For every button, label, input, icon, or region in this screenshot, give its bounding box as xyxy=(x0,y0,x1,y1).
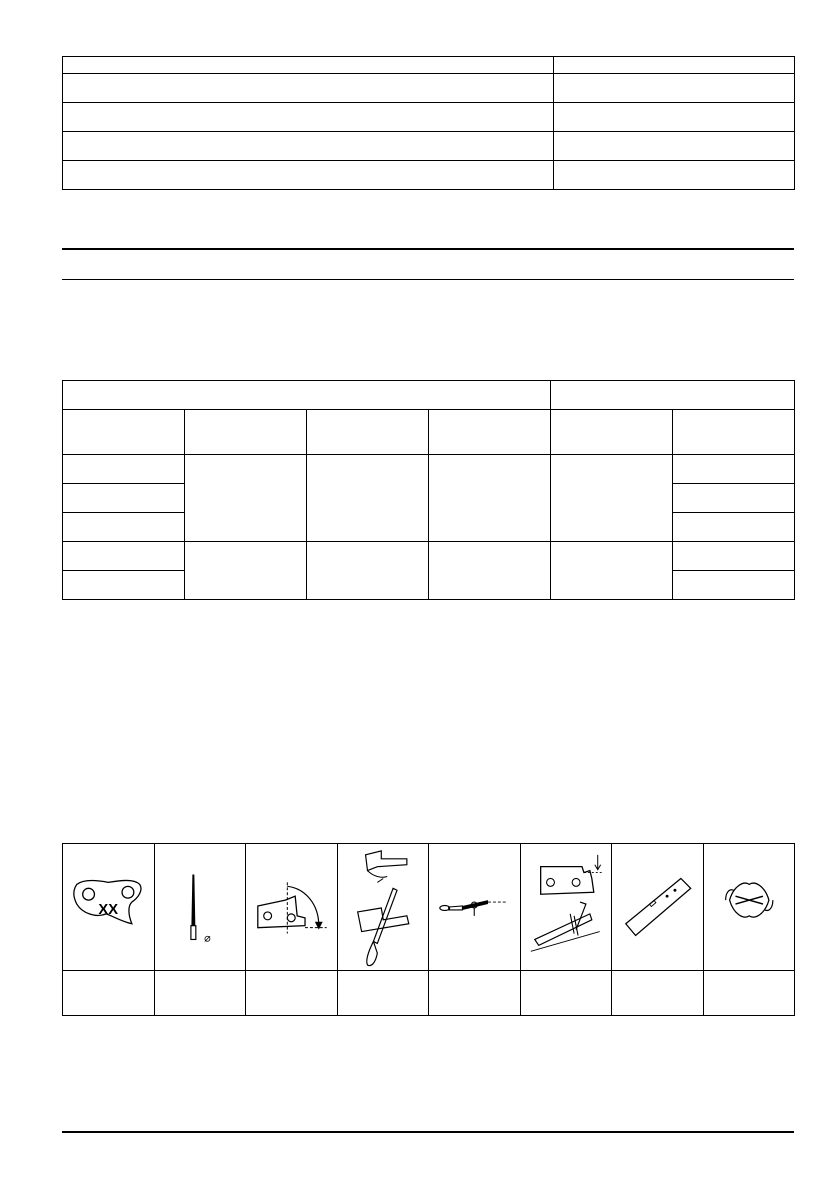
table-header-cell xyxy=(673,410,795,455)
table-cell xyxy=(551,542,673,600)
table-cell xyxy=(63,57,554,74)
diameter-symbol: ⌀ xyxy=(203,932,211,945)
depth-gauge-icon xyxy=(521,844,612,970)
table-cell xyxy=(63,455,185,484)
footer-rule xyxy=(62,1131,794,1133)
table-cell xyxy=(551,455,673,542)
round-file-icon xyxy=(155,844,246,970)
table-cell xyxy=(63,542,185,571)
table-header-cell xyxy=(63,410,185,455)
table-cell xyxy=(554,74,795,103)
table-header-cell xyxy=(63,381,551,410)
table-cell xyxy=(246,971,338,1016)
table-cell xyxy=(429,542,551,600)
table-header-cell xyxy=(551,410,673,455)
gauge-tool-icon xyxy=(63,844,154,970)
table-cell xyxy=(185,542,307,600)
table-cell xyxy=(673,455,795,484)
table-header-cell xyxy=(429,410,551,455)
chain-spec-table xyxy=(62,380,795,600)
table-cell xyxy=(554,132,795,161)
table-cell xyxy=(673,542,795,571)
table-cell xyxy=(520,971,612,1016)
tool-cell xyxy=(703,844,795,971)
tool-cell xyxy=(337,844,429,971)
table-cell xyxy=(554,57,795,74)
table-header-cell xyxy=(185,410,307,455)
table-cell xyxy=(154,971,246,1016)
table-cell xyxy=(554,161,795,190)
table-cell xyxy=(307,455,429,542)
spec-table xyxy=(62,56,795,190)
table-cell xyxy=(429,971,521,1016)
tool-table xyxy=(62,843,795,1016)
table-cell xyxy=(429,455,551,542)
table-cell xyxy=(63,103,554,132)
section-rule-bottom xyxy=(62,279,794,280)
table-cell xyxy=(703,971,795,1016)
table-cell xyxy=(612,971,704,1016)
table-cell xyxy=(63,161,554,190)
tool-cell xyxy=(520,844,612,971)
table-header-cell xyxy=(551,381,795,410)
table-cell xyxy=(63,571,185,600)
tool-cell xyxy=(63,844,155,971)
table-cell xyxy=(63,484,185,513)
file-angle-icon xyxy=(246,844,337,970)
tool-cell xyxy=(246,844,338,971)
table-cell xyxy=(307,542,429,600)
gauge-label: XX xyxy=(98,901,119,918)
table-cell xyxy=(673,571,795,600)
table-cell xyxy=(673,513,795,542)
table-cell xyxy=(337,971,429,1016)
table-cell xyxy=(673,484,795,513)
file-holder-icon xyxy=(338,844,429,970)
tool-cell xyxy=(429,844,521,971)
file-guide-icon xyxy=(704,844,795,970)
table-header-cell xyxy=(307,410,429,455)
table-cell xyxy=(63,132,554,161)
table-cell xyxy=(185,455,307,542)
table-cell xyxy=(63,74,554,103)
table-cell xyxy=(554,103,795,132)
tool-cell xyxy=(612,844,704,971)
section-rule-top xyxy=(62,248,794,250)
table-cell xyxy=(63,513,185,542)
table-cell xyxy=(63,971,155,1016)
depth-gauge-tool-icon xyxy=(612,844,703,970)
flat-file-icon xyxy=(429,844,520,970)
tool-cell xyxy=(154,844,246,971)
